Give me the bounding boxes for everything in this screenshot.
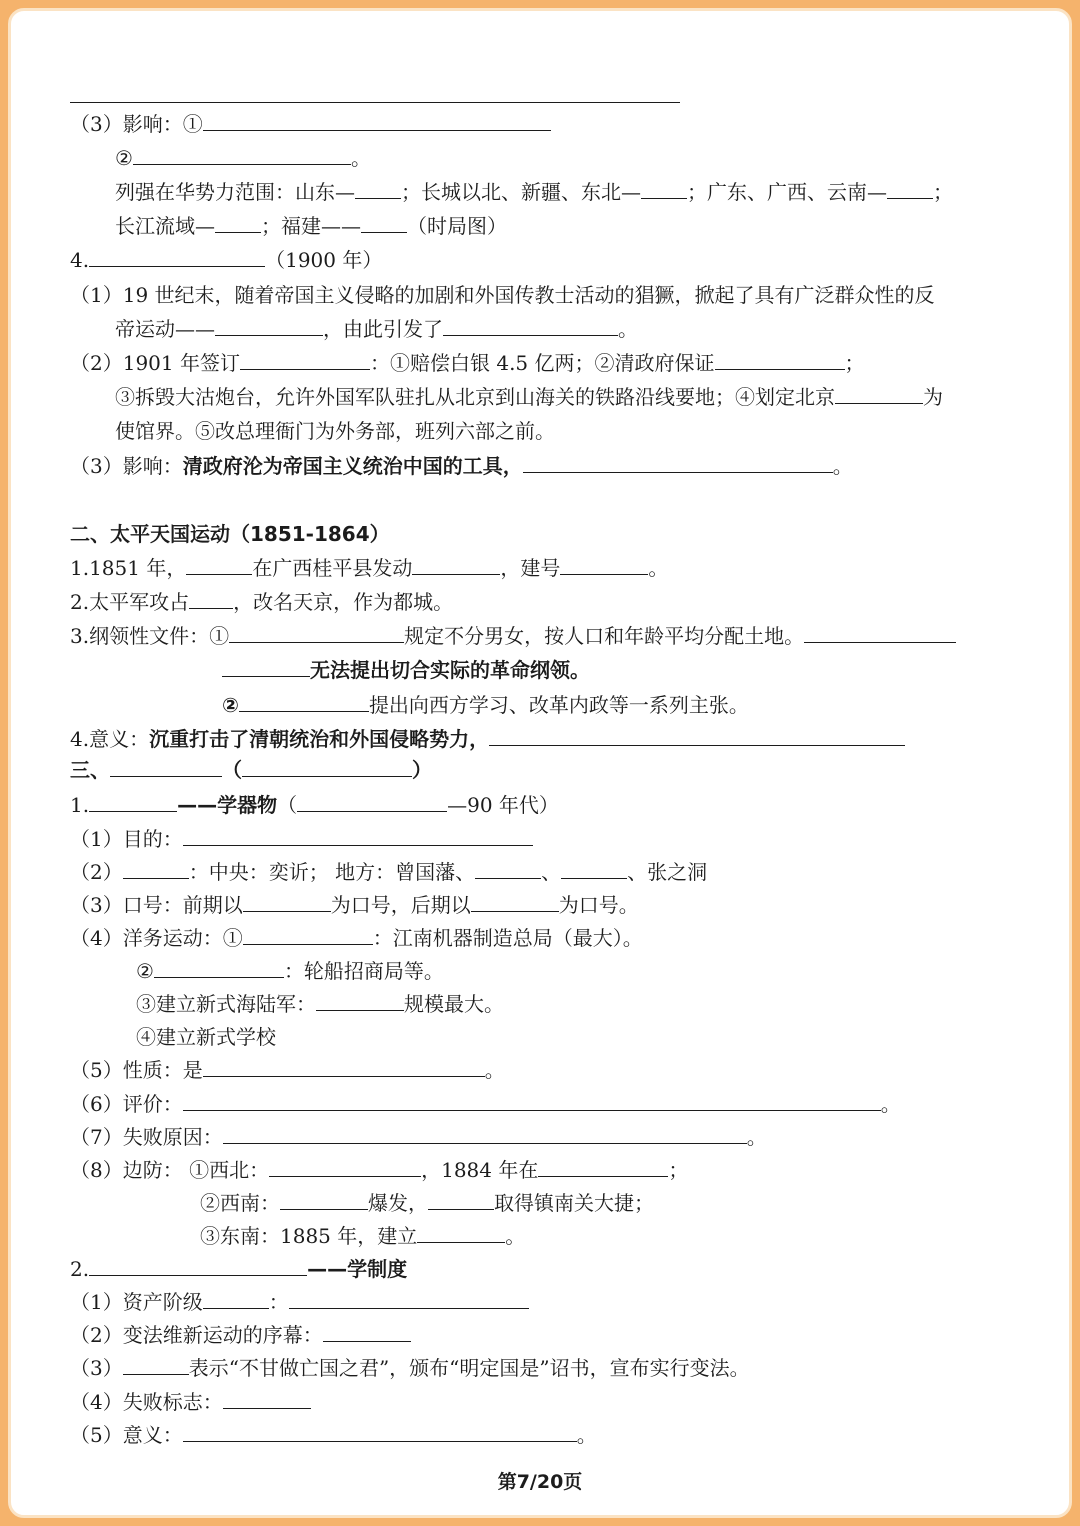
line-text: ） [412, 758, 432, 782]
fill-in-blank[interactable] [561, 858, 627, 879]
line-text: ：江南机器制造总局（最大）。 [372, 926, 643, 950]
line-text: 爆发， [368, 1191, 428, 1215]
fill-in-blank[interactable] [715, 349, 845, 370]
line-text: （2）变法维新运动的序幕： [70, 1323, 323, 1347]
line-text: （1900 年） [265, 248, 383, 272]
line-text: 在广西桂平县发动 [252, 556, 413, 580]
text-line-l12 [70, 452, 853, 480]
fill-in-blank[interactable] [123, 1354, 189, 1375]
text-line-l36 [70, 1288, 529, 1316]
text-line-l26 [136, 957, 444, 985]
fill-in-blank[interactable] [297, 791, 447, 812]
line-text: 。 [484, 1058, 505, 1082]
fill-in-blank[interactable] [223, 1388, 311, 1409]
text-line-l07 [70, 281, 935, 309]
fill-in-blank[interactable] [110, 756, 222, 777]
line-text: 。 [576, 1423, 597, 1447]
text-line-l15 [70, 588, 453, 616]
fill-in-blank[interactable] [243, 924, 373, 945]
fill-in-blank[interactable] [355, 178, 401, 199]
fill-in-blank[interactable] [361, 212, 407, 233]
line-text: （ [222, 758, 242, 782]
line-text: 无法提出切合实际的革命纲领。 [310, 658, 590, 682]
line-text: 为口号，后期以 [330, 893, 471, 917]
text-line-l19 [70, 725, 905, 753]
text-line-l06 [70, 246, 382, 274]
text-line-l04 [115, 178, 953, 206]
fill-in-blank[interactable] [489, 725, 905, 746]
text-line-l22 [70, 825, 533, 853]
fill-in-blank[interactable] [70, 82, 680, 103]
fill-in-blank[interactable] [471, 891, 559, 912]
text-line-l05 [115, 212, 507, 240]
fill-in-blank[interactable] [203, 1288, 269, 1309]
line-text: ，1884 年在 [421, 1158, 539, 1182]
line-text: 二、太平天国运动（1851-1864） [70, 522, 390, 546]
page-number: 第7/20页 [497, 1471, 583, 1493]
fill-in-blank[interactable] [183, 1421, 577, 1442]
line-text: ：轮船招商局等。 [283, 959, 444, 983]
line-text: 1.1851 年， [70, 556, 187, 580]
line-text: （4）洋务运动：① [70, 926, 243, 950]
line-text: （时局图） [407, 214, 507, 238]
line-text: 为 [923, 385, 943, 409]
line-text: ；广东、广西、云南— [687, 180, 887, 204]
line-text: 3.纲领性文件：① [70, 624, 230, 648]
fill-in-blank[interactable] [538, 1156, 668, 1177]
text-line-l33 [200, 1189, 654, 1217]
line-text: ： [268, 1290, 289, 1314]
fill-in-blank[interactable] [154, 957, 284, 978]
line-text: 长江流域— [115, 214, 215, 238]
fill-in-blank[interactable] [229, 622, 404, 643]
line-text: ——学制度 [307, 1257, 408, 1281]
line-text: ——学器物 [177, 793, 278, 817]
line-text: 取得镇南关大捷； [494, 1191, 654, 1215]
line-text: 清政府沦为帝国主义统治中国的工具， [182, 454, 523, 478]
fill-in-blank[interactable] [223, 1123, 747, 1144]
line-text: ② [222, 693, 239, 717]
line-text: （ [277, 793, 298, 817]
line-text: ，由此引发了 [323, 317, 443, 341]
text-line-l09 [70, 349, 865, 377]
fill-in-blank[interactable] [183, 825, 533, 846]
fill-in-blank[interactable] [316, 990, 404, 1011]
line-text: ，改名天京，作为都城。 [233, 590, 454, 614]
text-line-l30 [70, 1090, 901, 1118]
line-text: 帝运动—— [115, 317, 215, 341]
fill-in-blank[interactable] [89, 246, 265, 267]
line-text: 。 [746, 1125, 767, 1149]
line-text: —90 年代） [447, 793, 559, 817]
line-text: （1）19 世纪末，随着帝国主义侵略的加剧和外国传教士活动的猖獗，掀起了具有广泛群众性的反 [70, 283, 935, 307]
line-text: （3）影响：① [70, 112, 203, 136]
fill-in-blank[interactable] [443, 315, 618, 336]
line-text: （5）性质：是 [70, 1058, 203, 1082]
text-line-l20 [70, 756, 432, 784]
line-text: 提出向西方学习、改革内政等一系列主张。 [368, 693, 749, 717]
fill-in-blank[interactable] [203, 110, 551, 131]
fill-in-blank[interactable] [428, 1189, 494, 1210]
text-line-l25 [70, 924, 643, 952]
line-text: （5）意义： [70, 1423, 183, 1447]
line-text: ：①赔偿白银 4.5 亿两；②清政府保证 [369, 351, 715, 375]
fill-in-blank[interactable] [417, 1222, 505, 1243]
text-line-l14 [70, 554, 668, 582]
line-text: ，建号 [500, 556, 561, 580]
text-line-l29 [70, 1056, 505, 1084]
fill-in-blank[interactable] [222, 656, 310, 677]
line-text: 、张之洞 [627, 860, 708, 884]
line-text: 列强在华势力范围：山东— [115, 180, 355, 204]
fill-in-blank[interactable] [523, 452, 833, 473]
fill-in-blank[interactable] [412, 554, 500, 575]
line-text: ④建立新式学校 [136, 1025, 276, 1049]
line-text: （3） [70, 1356, 123, 1380]
line-text: ③东南：1885 年，建立 [200, 1224, 418, 1248]
fill-in-blank[interactable] [560, 554, 648, 575]
text-line-l13 [70, 520, 390, 548]
line-text: ③建立新式海陆军： [136, 992, 316, 1016]
text-line-l31 [70, 1123, 767, 1151]
fill-in-blank[interactable] [804, 622, 956, 643]
line-text: 规定不分男女，按人口和年龄平均分配土地。 [404, 624, 805, 648]
fill-in-blank[interactable] [323, 1321, 411, 1342]
text-line-l37 [70, 1321, 411, 1349]
line-text: 。 [832, 454, 853, 478]
line-text: 。 [350, 146, 371, 170]
fill-in-blank[interactable] [243, 891, 331, 912]
fill-in-blank[interactable] [835, 383, 923, 404]
fill-in-blank[interactable] [89, 791, 177, 812]
fill-in-blank[interactable] [133, 144, 351, 165]
line-text: 使馆界。⑤改总理衙门为外务部，班列六部之前。 [115, 419, 555, 443]
text-line-l17 [222, 656, 590, 684]
fill-in-blank[interactable] [242, 756, 412, 777]
fill-in-blank[interactable] [203, 1056, 485, 1077]
line-text: （1）资产阶级 [70, 1290, 203, 1314]
fill-in-blank[interactable] [183, 1090, 881, 1111]
fill-in-blank[interactable] [239, 691, 369, 712]
text-line-l03 [115, 144, 371, 172]
text-line-l02 [70, 110, 551, 138]
line-text: 沉重打击了清朝统治和外国侵略势力， [149, 727, 490, 751]
line-text: （7）失败原因： [70, 1125, 223, 1149]
line-text: （2） [70, 860, 123, 884]
line-text: ； [844, 351, 865, 375]
text-line-l32 [70, 1156, 688, 1184]
line-text: 、 [541, 860, 562, 884]
line-text: （3）口号：前期以 [70, 893, 243, 917]
fill-in-blank[interactable] [215, 315, 323, 336]
line-text: ③拆毁大沽炮台，允许外国军队驻扎从北京到山海关的铁路沿线要地；④划定北京 [115, 385, 835, 409]
text-line-l10 [115, 383, 943, 411]
fill-in-blank[interactable] [641, 178, 687, 199]
line-text: 1. [70, 793, 90, 817]
line-text: （4）失败标志： [70, 1390, 223, 1414]
fill-in-blank[interactable] [887, 178, 933, 199]
line-text: 三、 [70, 758, 110, 782]
text-line-l38 [70, 1354, 750, 1382]
line-text: 规模最大。 [404, 992, 504, 1016]
line-text: 为口号。 [558, 893, 639, 917]
line-text: 。 [505, 1224, 526, 1248]
text-line-l01 [70, 82, 680, 110]
fill-in-blank[interactable] [89, 1255, 307, 1276]
text-line-l23 [70, 858, 707, 886]
text-line-l34 [200, 1222, 525, 1250]
line-text: ② [136, 959, 154, 983]
fill-in-blank[interactable] [189, 588, 233, 609]
text-line-l11 [115, 417, 555, 445]
line-text: 。 [648, 556, 669, 580]
line-text: ； [933, 180, 953, 204]
line-text: 4.意义： [70, 727, 150, 751]
fill-in-blank[interactable] [240, 349, 370, 370]
line-text: 2. [70, 1257, 90, 1281]
text-line-l27 [136, 990, 504, 1018]
text-line-l21 [70, 791, 559, 819]
line-text: ②西南： [200, 1191, 280, 1215]
fill-in-blank[interactable] [186, 554, 252, 575]
text-line-l40 [70, 1421, 597, 1449]
line-text: ； [668, 1158, 689, 1182]
text-line-l24 [70, 891, 639, 919]
line-text: ；长城以北、新疆、东北— [401, 180, 641, 204]
text-line-l35 [70, 1255, 407, 1283]
fill-in-blank[interactable] [289, 1288, 529, 1309]
text-line-l39 [70, 1388, 311, 1416]
line-text: 。 [880, 1092, 901, 1116]
fill-in-blank[interactable] [269, 1156, 421, 1177]
text-line-l16 [70, 622, 956, 650]
line-text: ；福建—— [261, 214, 361, 238]
line-text: 2.太平军攻占 [70, 590, 190, 614]
text-line-l08 [115, 315, 638, 343]
text-line-l28 [136, 1023, 276, 1051]
line-text: （1）目的： [70, 827, 183, 851]
line-text: （8）边防： ①西北： [70, 1158, 270, 1182]
fill-in-blank[interactable] [123, 858, 189, 879]
line-text: 。 [618, 317, 638, 341]
line-text: 表示“不甘做亡国之君”，颁布“明定国是”诏书，宣布实行变法。 [188, 1356, 750, 1380]
line-text: 4. [70, 248, 90, 272]
line-text: ② [115, 146, 133, 170]
line-text: （6）评价： [70, 1092, 183, 1116]
fill-in-blank[interactable] [475, 858, 541, 879]
fill-in-blank[interactable] [215, 212, 261, 233]
fill-in-blank[interactable] [280, 1189, 368, 1210]
line-text: （3）影响： [70, 454, 183, 478]
text-line-l18 [222, 691, 749, 719]
line-text: （2）1901 年签订 [70, 351, 240, 375]
line-text: ：中央：奕䜣； 地方：曾国藩、 [188, 860, 476, 884]
